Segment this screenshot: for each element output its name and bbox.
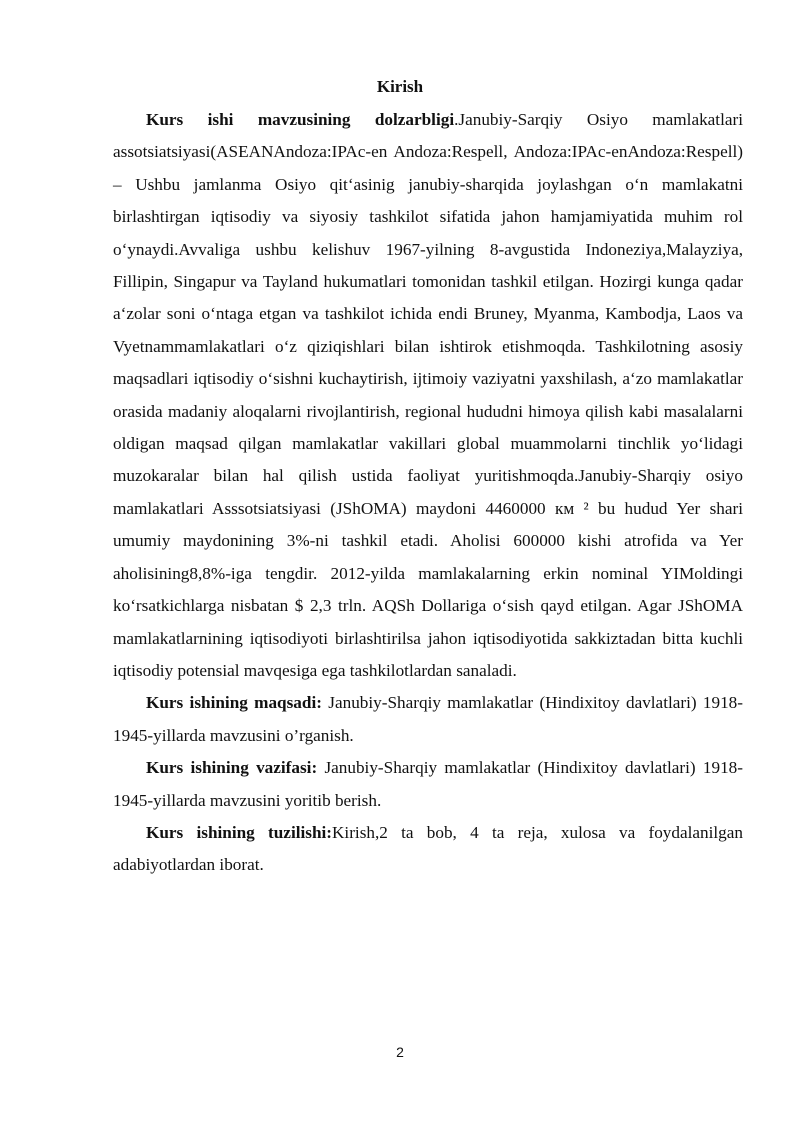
paragraph-lead: Kurs ishining vazifasi: [146, 758, 318, 778]
paragraph-task [113, 752, 743, 817]
paragraph-text: .Janubiy-Sarqiy Osiyo mamlakatlari assotsiatsiyasi(ASEANAndoza:IPAc-en Andoza:Respell, Andoza:IPAc-enAndoza:Respell) – Ushbu jamlanma Osiyo qit‘asinig janubiy-sharqida joylashgan o‘n mamlakatni birlashtirgan iqtisodiy va siyosiy tashkilot sifatida jahon hamjamiyatida muhim rol o‘ynaydi.Avvaliga ushbu kelishuv 1967-yilning 8-avgustida Indoneziya,Malayziya, Fillipin, Singapur va Tayland hukumatlari tomonidan tashkil etilgan. Hozirgi kunga qadar a‘zolar soni o‘ntaga etgan va tashkilot ichida endi Bruney, Myanma, Kambodja, Laos va Vyetnammamlakatlari o‘z qiziqishlari bilan ishtirok etishmoqda. Tashkilotning asosiy maqsadlari iqtisodiy o‘sishni kuchaytirish, ijtimoiy vaziyatni yaxshilash, a‘zo mamlakatlar orasida madaniy aloqalarni rivojlantirish, regional hududni himoya qilish kabi masalalarni oldigan maqsad qilgan mamlakatlar vakillari global muammolarni tinchlik yo‘lidagi muzokaralar bilan hal qilish ustida faoliyat yuritishmoqda.Janubiy-Sharqiy osiyo mamlakatlari Asssotsiatsiyasi (JShOMA) maydoni 4460000 км ² bu hudud Yer shari umumiy maydonining 3%-ni tashkil etadi. Aholisi 600000 kishi atrofida va Yer aholisining8,8%-iga tengdir. 2012-yilda mamlakalarning erkin nominal YIMoldingi ko‘rsatkichlarga nisbatan $ 2,3 trln. AQSh Dollariga o‘sish qayd etilgan. Agar JShOMA mamlakatlarnining iqtisodiyoti birlashtirilsa jahon iqtisodiyotida sakkiztadan bitta kuchli iqtisodiy potensial mavqesiga ega tashkilotlardan sanaladi. [113, 110, 743, 680]
paragraph-lead: Kurs ishining maqsadi: [146, 693, 322, 713]
paragraph-structure [113, 817, 743, 882]
section-title: Kirish [376, 77, 424, 96]
document-body [113, 104, 743, 882]
paragraph-relevance [113, 104, 743, 687]
paragraph-goal [113, 687, 743, 752]
paragraph-lead: Kurs ishi mavzusining dolzarbligi [146, 110, 455, 129]
paragraph-text: Janubiy-Sharqiy mamlakatlar (Hindixitoy davlatlari) 1918-1945-yillarda mavzusini o’rganish. [113, 693, 743, 745]
paragraph-lead: Kurs ishining tuzilishi: [146, 822, 333, 842]
paragraph-text: Kirish,2 ta bob, 4 ta reja, xulosa va foydalanilgan adabiyotlardan iborat. [113, 822, 743, 875]
page-number: 2 [396, 1044, 404, 1060]
paragraph-text: Janubiy-Sharqiy mamlakatlar (Hindixitoy davlatlari) 1918-1945-yillarda mavzusini yoritib berish. [113, 758, 743, 810]
